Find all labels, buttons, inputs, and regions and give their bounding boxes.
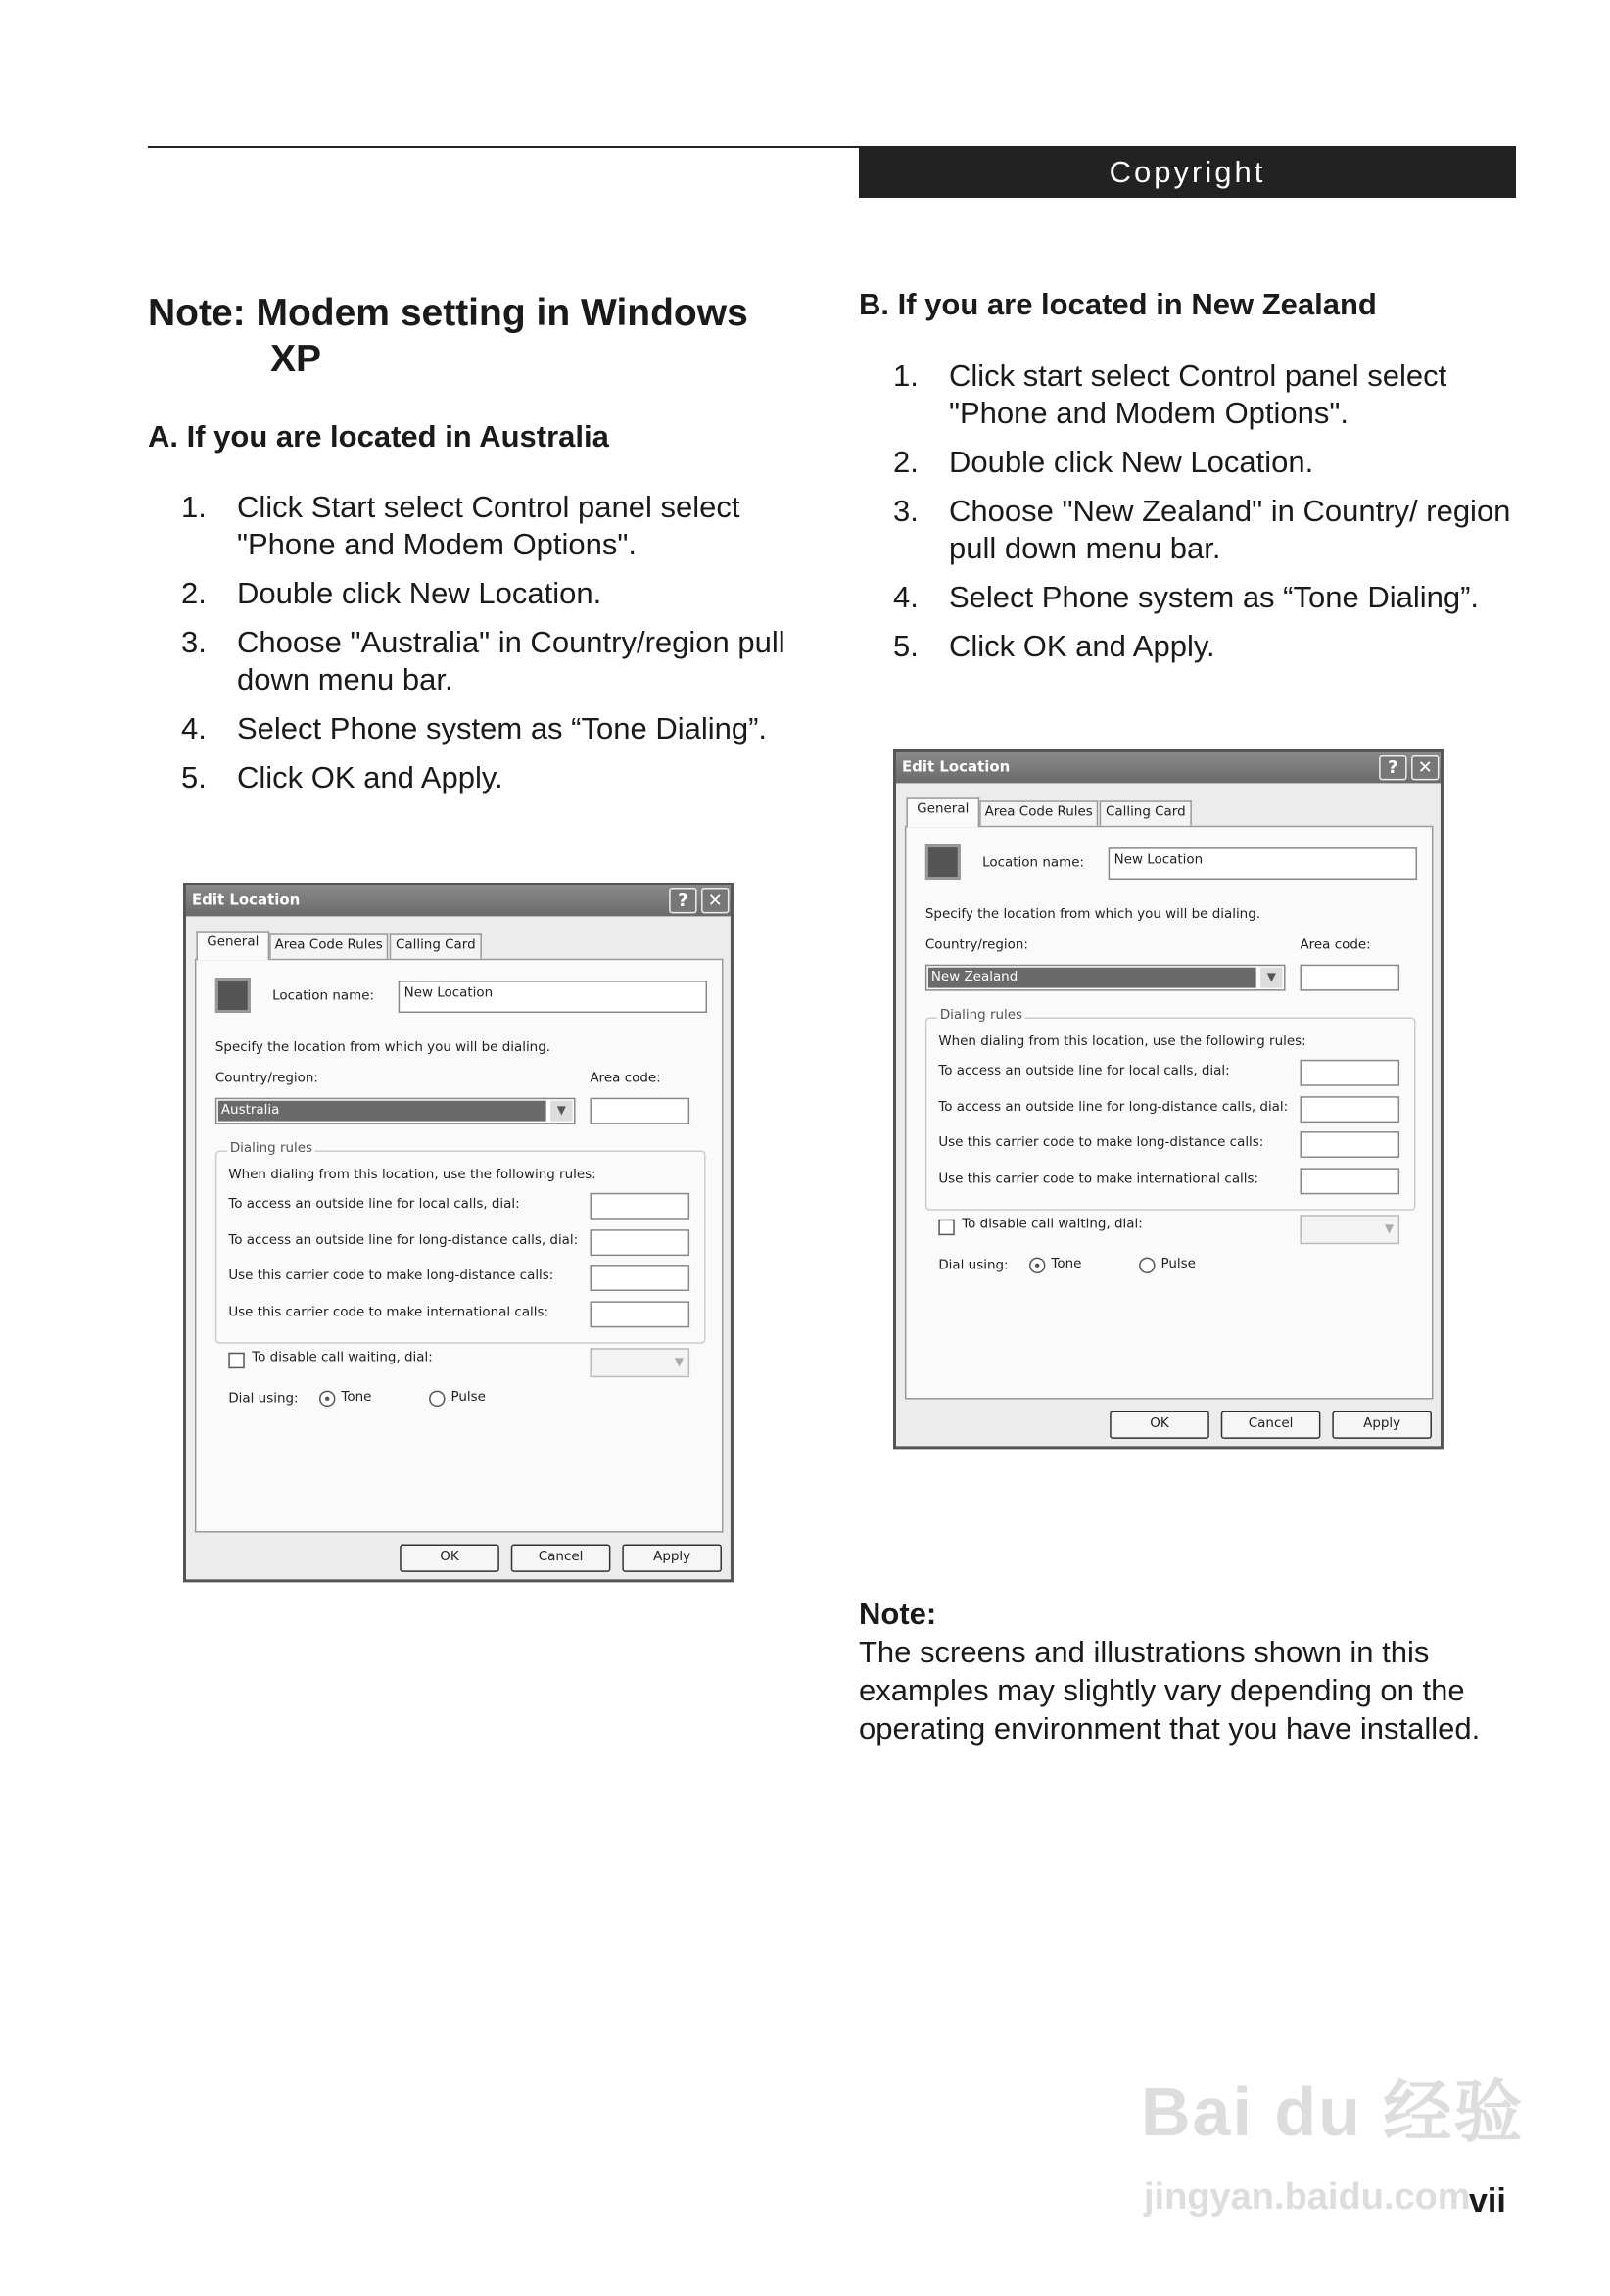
country-region-select[interactable] (215, 1098, 576, 1124)
step-number: 2. (181, 576, 207, 610)
call-waiting-checkbox[interactable] (228, 1353, 244, 1368)
tab-area-code-rules[interactable]: Area Code Rules (269, 933, 388, 958)
close-button[interactable]: ✕ (701, 888, 729, 913)
step-text: Choose "New Zealand" in Country/ region pull down menu bar. (949, 494, 1511, 565)
title-line-1: Note: Modem setting in Windows (148, 292, 748, 334)
local-calls-label: To access an outside line for local calls, dial: (228, 1197, 520, 1213)
ok-button[interactable]: OK (1110, 1411, 1209, 1439)
baidu-watermark-url: jingyan.baidu.com (1144, 2176, 1471, 2218)
location-name-input[interactable]: New Location (399, 981, 707, 1013)
pulse-label: Pulse (450, 1390, 486, 1406)
phone-location-icon (215, 978, 251, 1013)
carrier-international-label: Use this carrier code to make international calls: (228, 1305, 549, 1320)
phone-location-icon (925, 844, 961, 880)
page-number: vii (1469, 2182, 1506, 2220)
pulse-radio[interactable] (1139, 1258, 1155, 1273)
cancel-button[interactable]: Cancel (1221, 1411, 1321, 1439)
step-number: 3. (181, 625, 207, 659)
specify-text: Specify the location from which you will be dialing. (214, 1040, 551, 1056)
specify-text: Specify the location from which you will be dialing. (924, 907, 1261, 923)
step-text: Click OK and Apply. (237, 760, 503, 794)
step-text: Select Phone system as “Tone Dialing”. (237, 711, 768, 745)
dialing-rules-legend: Dialing rules (227, 1142, 315, 1157)
list-item (893, 628, 1520, 665)
location-name-label: Location name: (272, 989, 375, 1005)
list-item (181, 710, 828, 747)
list-item (181, 489, 828, 563)
dial-using-label: Dial using: (228, 1392, 299, 1408)
help-button[interactable]: ? (1379, 755, 1406, 780)
carrier-long-distance-label: Use this carrier code to make long-distance calls: (938, 1135, 1264, 1151)
close-button[interactable]: ✕ (1411, 755, 1439, 780)
area-code-input[interactable] (1300, 965, 1399, 991)
dial-using-label: Dial using: (938, 1259, 1009, 1274)
step-number: 4. (893, 580, 919, 614)
step-text: Choose "Australia" in Country/region pull down menu bar. (237, 625, 785, 696)
step-number: 1. (893, 359, 919, 393)
local-calls-input[interactable] (1300, 1060, 1399, 1086)
step-number: 1. (181, 490, 207, 524)
long-distance-label: To access an outside line for long-distance calls, dial: (938, 1100, 1289, 1116)
area-code-label: Area code: (1300, 937, 1371, 953)
australia-heading: A. If you are located in Australia (148, 419, 609, 454)
local-calls-label: To access an outside line for local calls, dial: (938, 1064, 1230, 1079)
location-name-input[interactable]: New Location (1109, 847, 1417, 880)
apply-button[interactable]: Apply (1332, 1411, 1432, 1439)
chevron-down-icon[interactable]: ▼ (550, 1101, 572, 1122)
list-item (893, 493, 1520, 567)
step-text: Double click New Location. (237, 576, 602, 610)
list-item (893, 444, 1520, 481)
list-item (181, 575, 828, 612)
carrier-international-input[interactable] (1300, 1168, 1399, 1194)
dialing-rules-intro: When dialing from this location, use the following rules: (938, 1034, 1306, 1050)
tab-calling-card[interactable]: Calling Card (390, 933, 482, 958)
call-waiting-dropdown[interactable]: ▼ (590, 1348, 689, 1377)
location-name-label: Location name: (982, 856, 1085, 872)
dialog-title-bar[interactable]: Edit Location (896, 752, 1441, 783)
step-number: 2. (893, 445, 919, 479)
country-region-label: Country/region: (214, 1071, 318, 1086)
step-text: Click Start select Control panel select "Phone and Modem Options". (237, 490, 740, 561)
section-header: Copyright (859, 147, 1516, 198)
note-text: The screens and illustrations shown in this examples may slightly vary depending on the operating environment that you have installed. (859, 1635, 1481, 1746)
help-button[interactable]: ? (669, 888, 696, 913)
baidu-watermark-logo: Bai du 经验 (1141, 2074, 1525, 2150)
dialing-rules-intro: When dialing from this location, use the following rules: (228, 1168, 596, 1183)
edit-location-dialog-new-zealand (893, 749, 1444, 1449)
tone-radio[interactable] (319, 1391, 335, 1407)
carrier-international-input[interactable] (590, 1301, 689, 1327)
area-code-input[interactable] (590, 1098, 689, 1124)
country-region-select[interactable] (925, 965, 1286, 991)
page-title (148, 290, 748, 382)
edit-location-dialog-australia (183, 883, 734, 1582)
country-value: New Zealand (928, 968, 1256, 988)
step-text: Double click New Location. (949, 445, 1314, 479)
cancel-button[interactable]: Cancel (511, 1545, 611, 1572)
tab-general[interactable]: General (906, 797, 979, 827)
call-waiting-dropdown[interactable]: ▼ (1300, 1215, 1399, 1244)
carrier-long-distance-input[interactable] (1300, 1131, 1399, 1158)
long-distance-input[interactable] (590, 1229, 689, 1256)
call-waiting-label: To disable call waiting, dial: (962, 1218, 1143, 1233)
ok-button[interactable]: OK (400, 1545, 499, 1572)
pulse-radio[interactable] (429, 1391, 445, 1407)
carrier-international-label: Use this carrier code to make international calls: (938, 1172, 1259, 1187)
list-item (181, 624, 828, 698)
step-text: Click start select Control panel select "Phone and Modem Options". (949, 359, 1447, 430)
tone-label: Tone (1051, 1257, 1082, 1272)
list-item (893, 579, 1520, 616)
apply-button[interactable]: Apply (622, 1545, 722, 1572)
step-number: 4. (181, 711, 207, 745)
tab-calling-card[interactable]: Calling Card (1100, 800, 1192, 825)
list-item (893, 358, 1520, 432)
chevron-down-icon[interactable]: ▼ (1260, 968, 1282, 988)
step-number: 3. (893, 494, 919, 528)
pulse-label: Pulse (1160, 1257, 1196, 1272)
local-calls-input[interactable] (590, 1193, 689, 1220)
carrier-long-distance-input[interactable] (590, 1265, 689, 1291)
list-item (181, 759, 828, 796)
tab-general[interactable]: General (196, 931, 269, 960)
new-zealand-steps (893, 358, 1520, 677)
tone-label: Tone (341, 1390, 372, 1406)
country-region-label: Country/region: (924, 937, 1028, 953)
australia-steps (181, 489, 828, 808)
step-number: 5. (893, 629, 919, 663)
long-distance-input[interactable] (1300, 1096, 1399, 1123)
new-zealand-heading: B. If you are located in New Zealand (859, 287, 1377, 321)
country-value: Australia (218, 1101, 546, 1122)
tone-radio[interactable] (1029, 1258, 1045, 1273)
step-text: Click OK and Apply. (949, 629, 1215, 663)
tab-area-code-rules[interactable]: Area Code Rules (979, 800, 1098, 825)
note-heading: Note: (859, 1597, 937, 1631)
title-line-2: XP (270, 338, 322, 380)
dialing-rules-legend: Dialing rules (937, 1009, 1025, 1024)
carrier-long-distance-label: Use this carrier code to make long-distance calls: (228, 1268, 554, 1284)
long-distance-label: To access an outside line for long-distance calls, dial: (228, 1233, 579, 1249)
area-code-label: Area code: (590, 1071, 661, 1086)
dialog-title-bar[interactable]: Edit Location (186, 885, 731, 916)
call-waiting-checkbox[interactable] (938, 1220, 954, 1235)
step-text: Select Phone system as “Tone Dialing”. (949, 580, 1480, 614)
call-waiting-label: To disable call waiting, dial: (252, 1351, 433, 1366)
step-number: 5. (181, 760, 207, 794)
